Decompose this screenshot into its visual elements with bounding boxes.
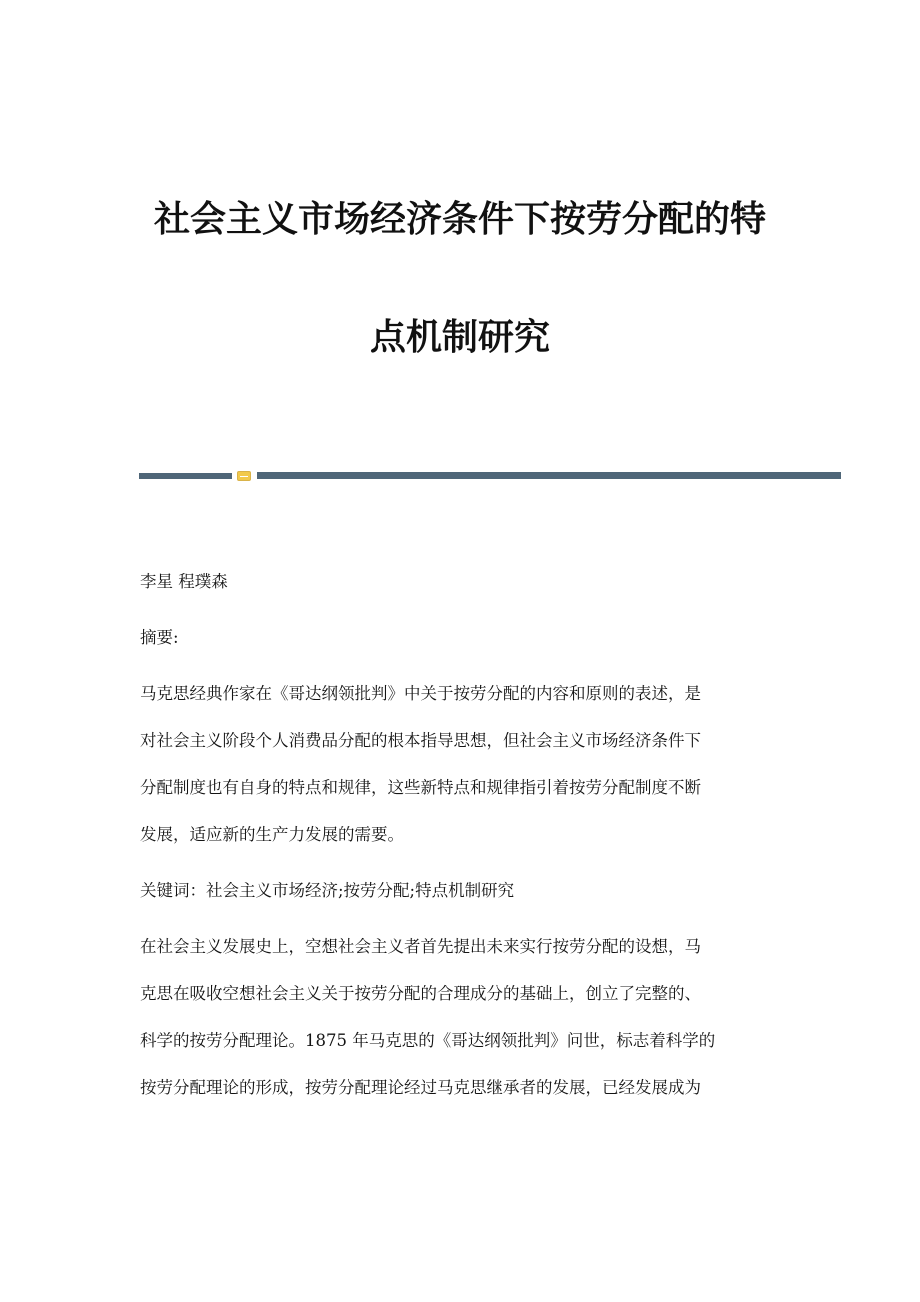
- divider-bar-left: [139, 473, 232, 479]
- divider-bar-right: [257, 472, 841, 479]
- authors: 李星 程璞森: [140, 572, 228, 591]
- abstract-line: 马克思经典作家在《哥达纲领批判》中关于按劳分配的内容和原则的表述，是: [140, 684, 701, 703]
- title-divider: [139, 471, 841, 481]
- keywords: 关键词：社会主义市场经济;按劳分配;特点机制研究: [140, 881, 515, 900]
- divider-emblem-icon: [237, 471, 251, 481]
- body-line: 在社会主义发展史上，空想社会主义者首先提出未来实行按劳分配的设想，马: [140, 937, 701, 956]
- abstract-line: 对社会主义阶段个人消费品分配的根本指导思想，但社会主义市场经济条件下: [140, 731, 701, 750]
- body-line: 按劳分配理论的形成，按劳分配理论经过马克思继承者的发展，已经发展成为: [140, 1078, 701, 1097]
- body-line: 克思在吸收空想社会主义关于按劳分配的合理成分的基础上，创立了完整的、: [140, 984, 701, 1003]
- body-line: 科学的按劳分配理论。1875 年马克思的《哥达纲领批判》问世，标志着科学的: [140, 1031, 716, 1050]
- abstract-line: 分配制度也有自身的特点和规律，这些新特点和规律指引着按劳分配制度不断: [140, 778, 701, 797]
- abstract-label: 摘要:: [140, 628, 179, 647]
- document-title-line-1: 社会主义市场经济条件下按劳分配的特: [153, 199, 766, 240]
- document-title-line-2: 点机制研究: [369, 317, 550, 358]
- abstract-line: 发展，适应新的生产力发展的需要。: [140, 825, 404, 844]
